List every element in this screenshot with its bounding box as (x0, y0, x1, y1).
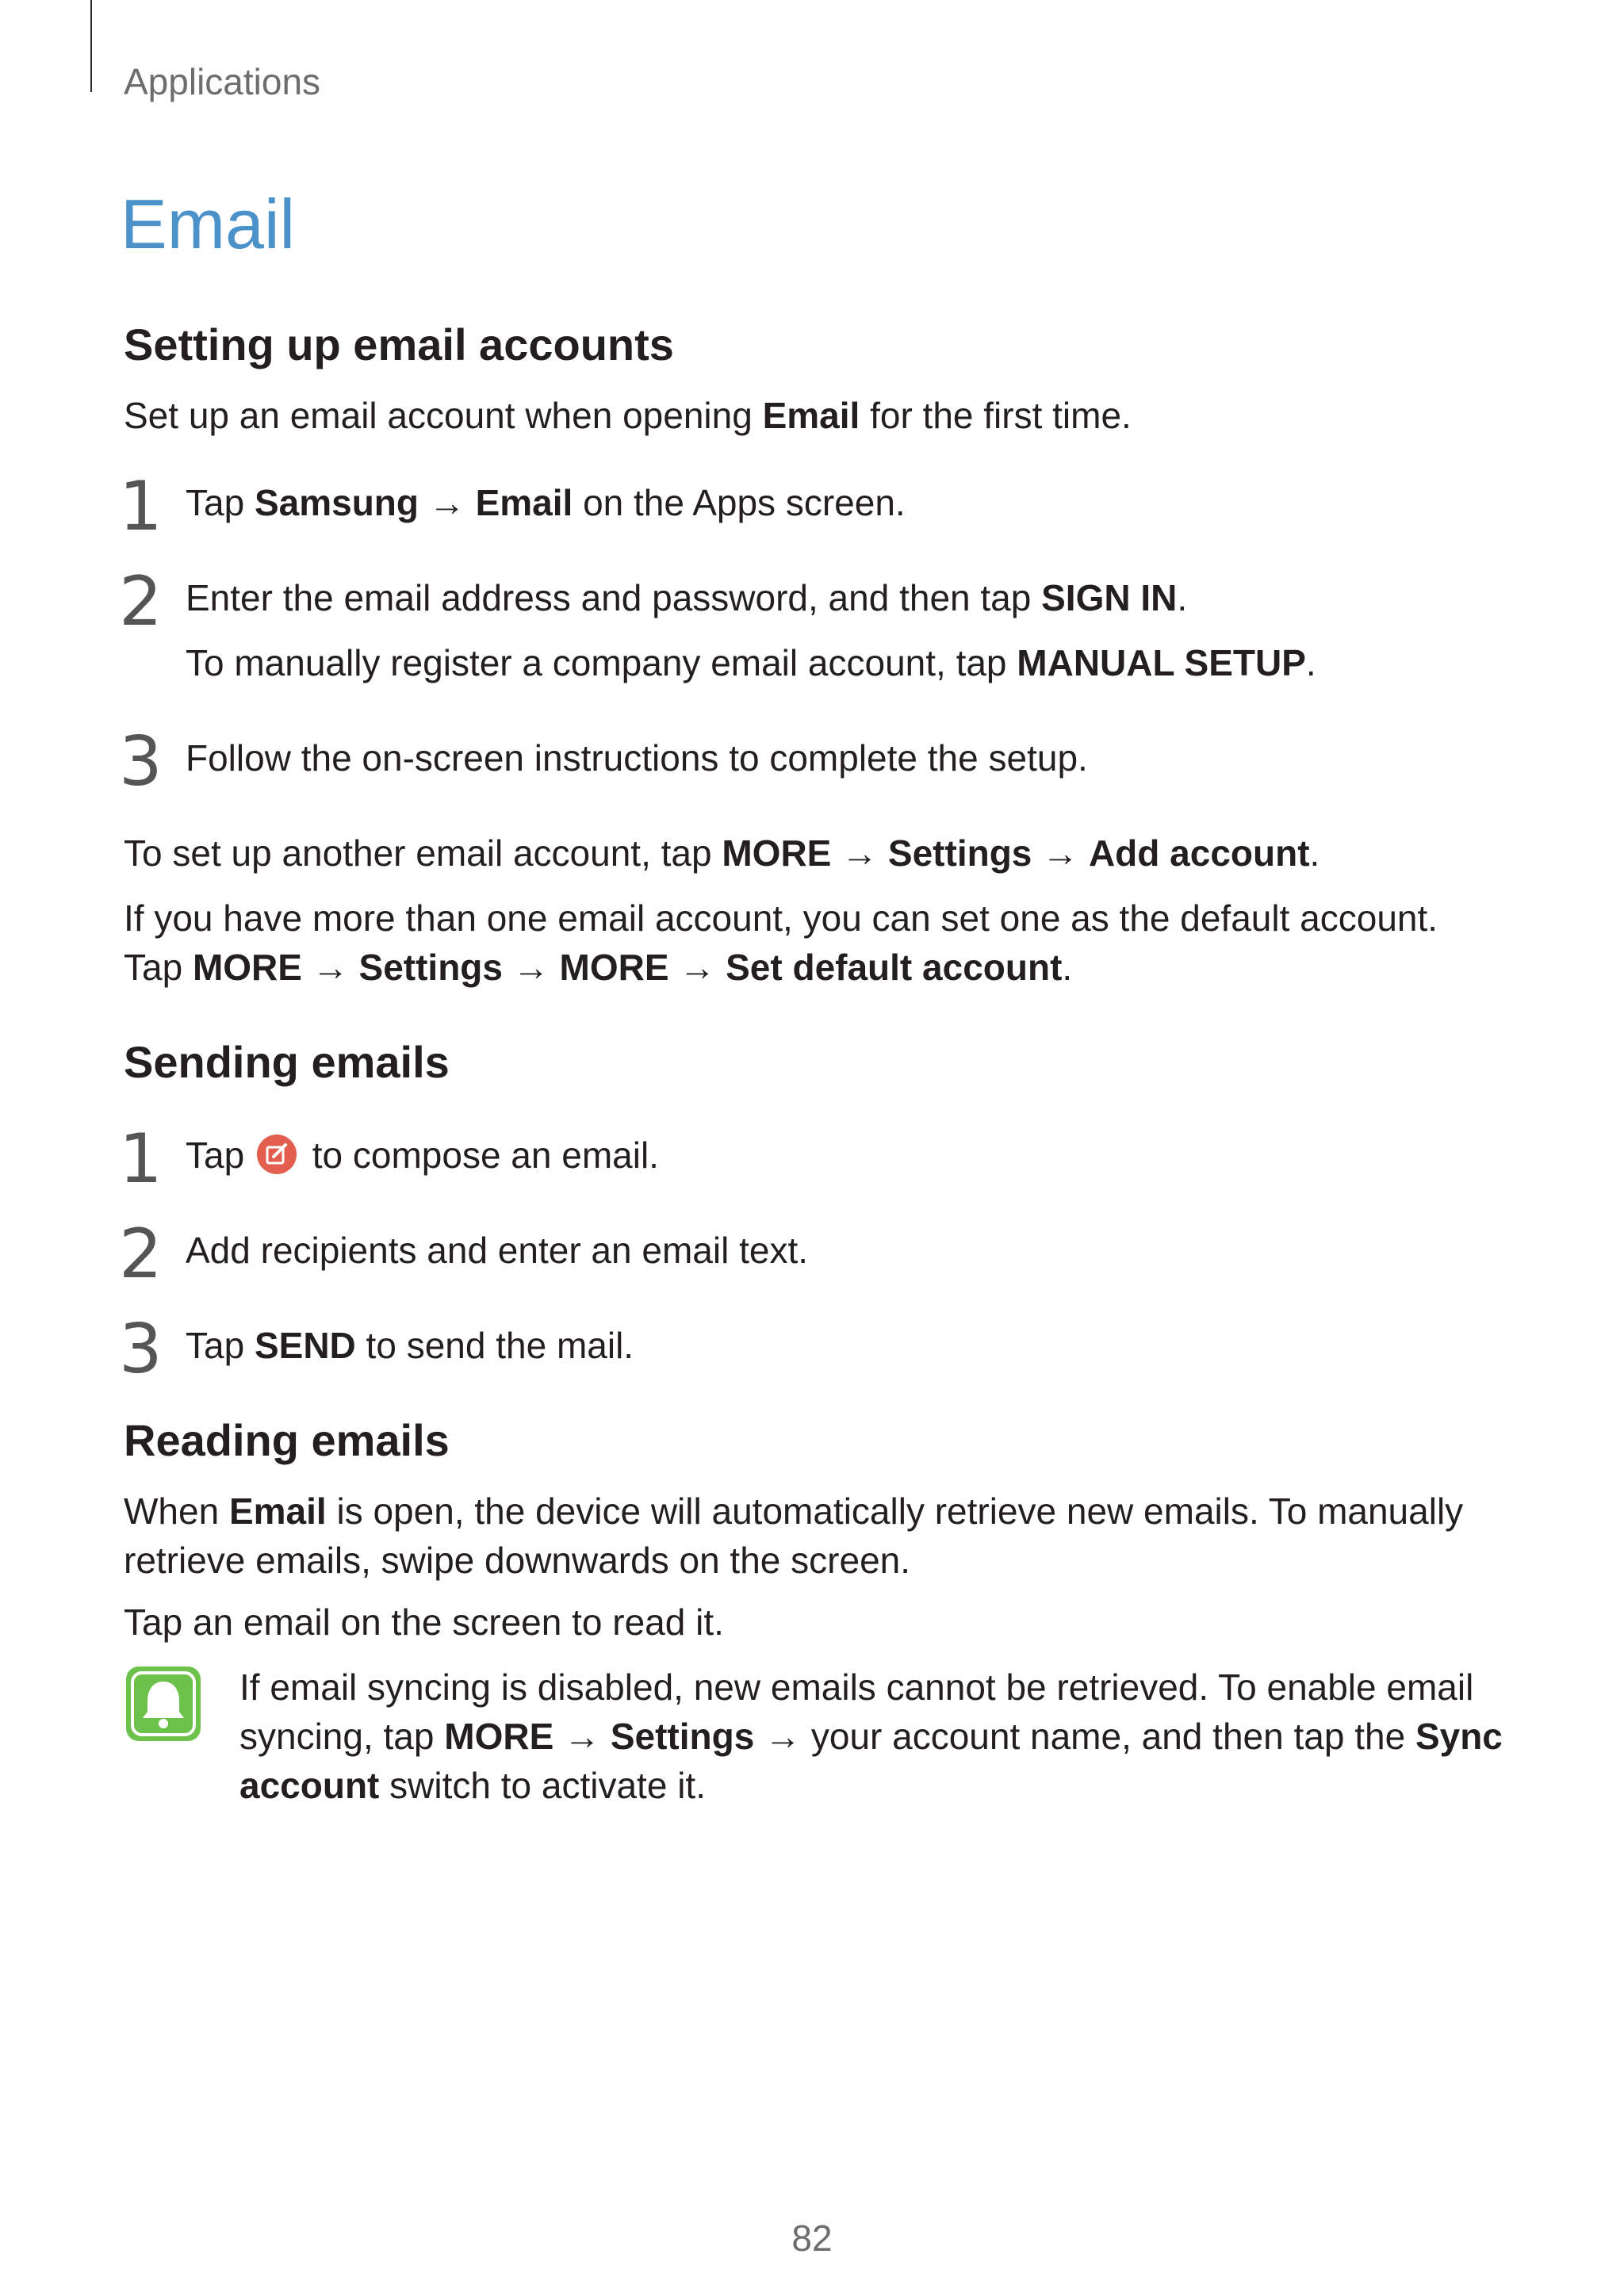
bell-notice-icon (124, 1664, 203, 1743)
header-rule (90, 0, 92, 92)
step-number: 1 (119, 1119, 163, 1199)
heading-setting-up: Setting up email accounts (124, 320, 674, 369)
note-text: If email syncing is disabled, new emails cannot be retrieved. To enable email syncing, tap MORE → Settings → your account name, and then tap the Sync account switch to activate it. (239, 1667, 1503, 1806)
sending-step-2: 2 Add recipients and enter an email text. (119, 1215, 809, 1294)
step-number: 1 (119, 467, 163, 546)
page-number: 82 (791, 2218, 833, 2259)
reading-paragraph: When Email is open, the device will automatically retrieve new emails. To manually retrieve emails, swipe downwards on the screen. (124, 1490, 1464, 1581)
heading-sending: Sending emails (124, 1037, 450, 1087)
heading-reading: Reading emails (124, 1415, 450, 1465)
another-account-text: To set up another email account, tap MORE → Settings → Add account. (124, 832, 1320, 874)
page-content (119, 319, 1503, 1810)
setup-step-1: 1 Tap Samsung → Email on the Apps screen. (119, 467, 906, 546)
step-number: 3 (119, 1310, 163, 1389)
reading-tap-text: Tap an email on the screen to read it. (124, 1601, 724, 1643)
step-number: 2 (119, 1215, 163, 1294)
compose-icon (256, 1134, 297, 1175)
default-account-text: If you have more than one email account, you can set one as the default account. Tap MORE → Settings → MORE → Set default account. (124, 897, 1438, 988)
setup-step-3: 3 Follow the on-screen instructions to complete the setup. (119, 722, 1088, 802)
setup-step-2: 2 Enter the email address and password, and then tap SIGN IN. To manually register a company email account, tap MANUAL SETUP. (119, 562, 1316, 683)
note-block (124, 1663, 1503, 1810)
step-number: 2 (119, 562, 163, 641)
setup-intro: Set up an email account when opening Email for the first time. (124, 395, 1132, 436)
page-title: Email (121, 185, 296, 263)
section-label: Applications (124, 61, 321, 102)
step-number: 3 (119, 722, 163, 802)
sending-step-3: 3 Tap SEND to send the mail. (119, 1310, 634, 1389)
sending-step-1: 1 Tap to compose an email. (119, 1119, 659, 1199)
